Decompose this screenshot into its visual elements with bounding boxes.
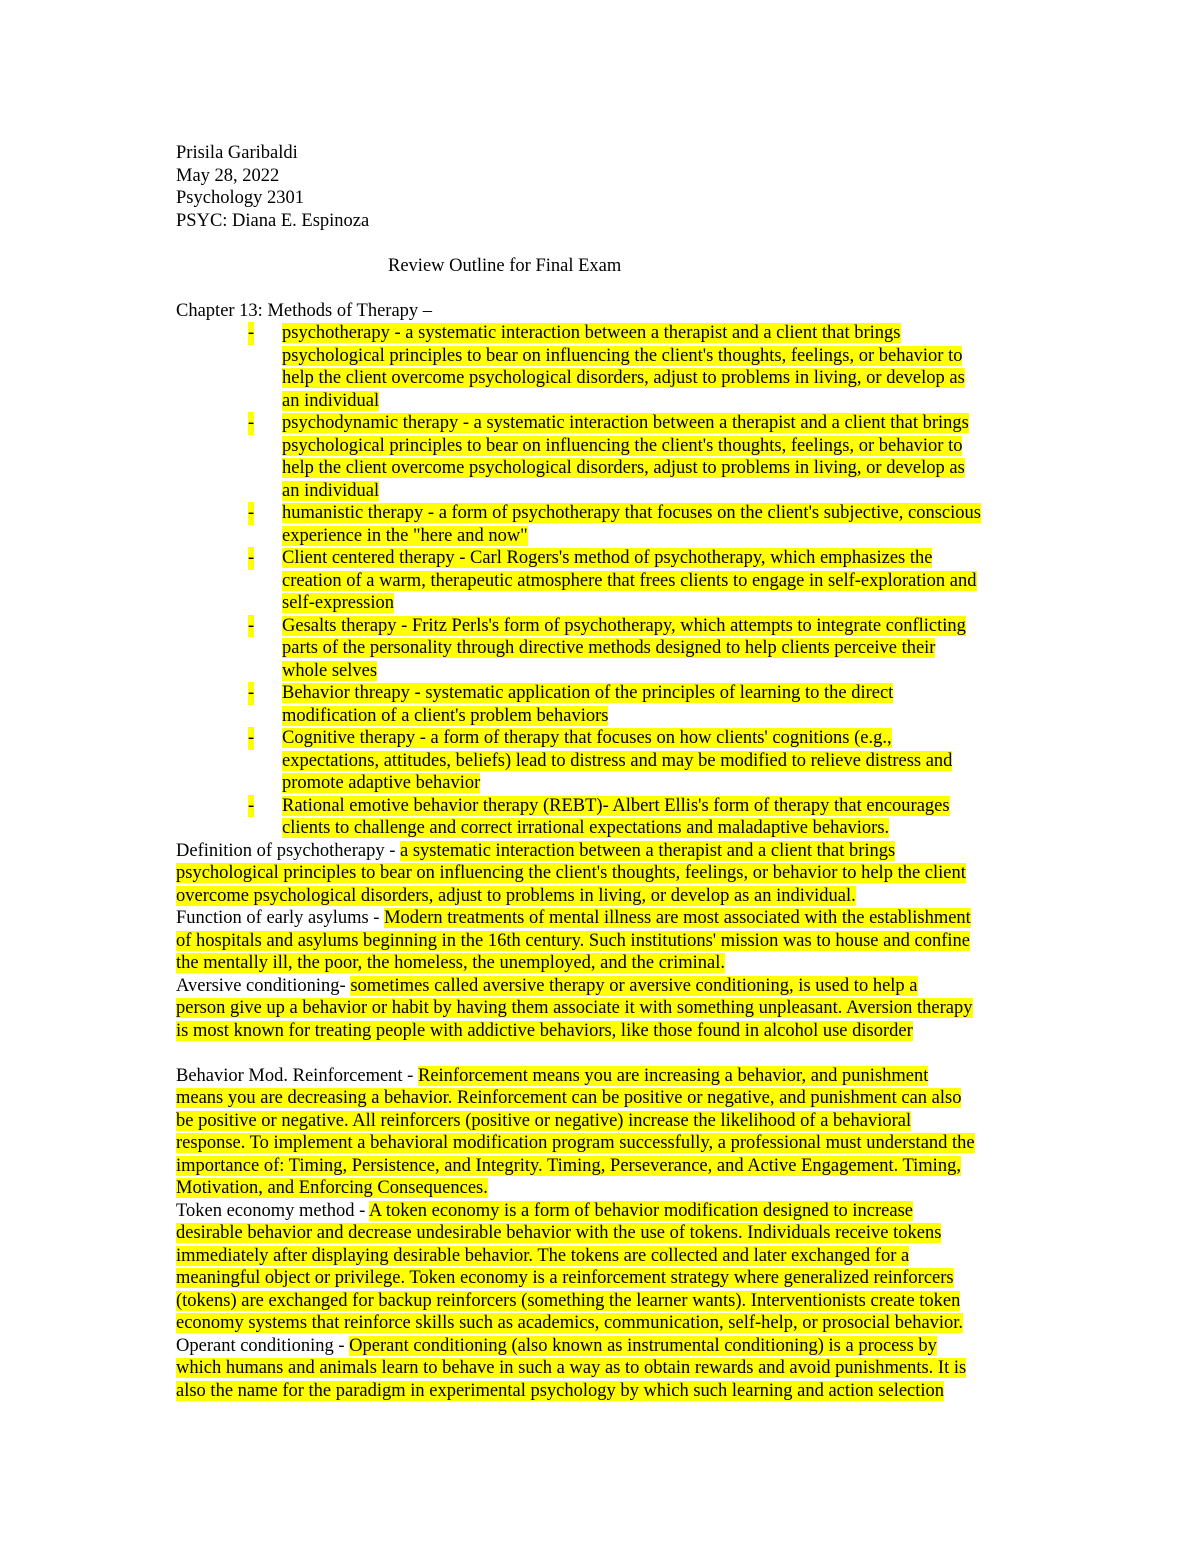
definition-line — [176, 1290, 1026, 1313]
highlighted-text: person give up a behavior or habit by having them associate it with something unpleasant. Aversion therapy — [176, 998, 973, 1018]
definitions-section — [176, 840, 1026, 1043]
highlighted-text: Gesalts therapy - Fritz Perls's form of psychotherapy, which attempts to integrate conflicting — [282, 615, 966, 636]
definition-line — [176, 930, 1026, 953]
definition-line — [176, 1357, 1026, 1380]
list-item-line — [282, 570, 1026, 593]
highlighted-text: help the client overcome psychological disorders, adjust to problems in living, or develop as — [282, 458, 965, 478]
highlighted-text: psychodynamic therapy - a systematic interaction between a therapist and a client that brings — [282, 413, 969, 433]
highlighted-text: immediately after displaying desirable behavior. The tokens are collected and later exchanged for a — [176, 1245, 910, 1266]
highlighted-text: Reinforcement means you are increasing a behavior, and punishment — [417, 1065, 929, 1086]
highlighted-text: sometimes called aversive therapy or aversive conditioning, is used to help a — [350, 975, 918, 996]
highlighted-text: is most known for treating people with addictive behaviors, like those found in alcohol use disorder — [176, 1020, 913, 1041]
definition-term: Aversive conditioning- — [176, 975, 351, 996]
highlighted-text: importance of: Timing, Persistence, and Integrity. Timing, Perseverance, and Active Engagement. Timing, — [176, 1155, 961, 1176]
highlighted-text: modification of a client's problem behaviors — [282, 705, 609, 726]
definition-line — [176, 1020, 1026, 1043]
highlighted-text: creation of a warm, therapeutic atmosphere that frees clients to engage in self-exploration and — [282, 570, 977, 591]
list-item-line — [282, 637, 1026, 660]
highlighted-text: economy systems that reinforce skills such as academics, communication, self-help, or prosocial behavior. — [176, 1313, 964, 1333]
highlighted-text: Cognitive therapy - a form of therapy that focuses on how clients' cognitions (e.g., — [282, 728, 892, 748]
highlighted-text: psychological principles to bear on influencing the client's thoughts, feelings, or behavior to — [282, 435, 963, 456]
definition-term: Function of early asylums - — [176, 908, 385, 928]
highlighted-text: Motivation, and Enforcing Consequences. — [176, 1178, 488, 1198]
highlighted-text: be positive or negative. All reinforcers (positive or negative) increase the likelihood of a behavioral — [176, 1110, 912, 1131]
definition-line — [176, 840, 1026, 863]
list-item-line — [282, 390, 1026, 413]
bullet-dash: - — [248, 728, 255, 748]
highlighted-text: desirable behavior and decrease undesirable behavior with the use of tokens. Individuals receive tokens — [176, 1223, 942, 1243]
bullet-dash: - — [248, 503, 255, 523]
bullet-dash: - — [248, 548, 255, 568]
definition-line — [176, 1155, 1026, 1178]
definition-line — [176, 907, 1026, 930]
highlighted-text: Modern treatments of mental illness are most associated with the establishment — [384, 908, 971, 928]
highlighted-text: (tokens) are exchanged for backup reinforcers (something the learner wants). Interventionists create token — [176, 1290, 961, 1311]
definition-line — [176, 862, 1026, 885]
highlighted-text: parts of the personality through directive methods designed to help clients perceive their — [282, 638, 936, 658]
highlighted-text: Behavior threapy - systematic application of the principles of learning to the direct — [282, 683, 894, 703]
list-item — [176, 727, 1026, 795]
list-item-line — [282, 592, 1026, 615]
list-item-line — [282, 502, 1026, 525]
list-item — [176, 412, 1026, 502]
highlighted-text: overcome psychological disorders, adjust to problems in living, or develop as an individual. — [176, 885, 856, 906]
definition-line — [176, 1200, 1026, 1223]
spacer — [176, 277, 1026, 300]
list-item — [176, 547, 1026, 615]
bullet-dash: - — [248, 795, 255, 816]
definition-paragraph — [176, 1335, 1026, 1403]
definition-paragraph — [176, 907, 1026, 975]
list-item-line — [282, 412, 1026, 435]
list-item-line — [282, 480, 1026, 503]
list-item-line — [282, 750, 1026, 773]
definition-term: Behavior Mod. Reinforcement - — [176, 1065, 418, 1086]
highlighted-text: the mentally ill, the poor, the homeless, the unemployed, and the criminal. — [176, 953, 725, 973]
list-item-line — [282, 615, 1026, 638]
bullet-dash: - — [248, 323, 255, 343]
definition-paragraph — [176, 1065, 1026, 1200]
definition-term: Operant conditioning - — [176, 1335, 350, 1356]
list-item-line — [282, 547, 1026, 570]
list-item — [176, 615, 1026, 683]
highlighted-text: means you are decreasing a behavior. Reinforcement can be positive or negative, and punishment can also — [176, 1088, 962, 1108]
list-item-line — [282, 727, 1026, 750]
definition-line — [176, 1177, 1026, 1200]
list-item-line — [282, 660, 1026, 683]
highlighted-text: experience in the "here and now" — [282, 525, 528, 546]
definition-line — [176, 1222, 1026, 1245]
highlighted-text: which humans and animals learn to behave in such a way as to obtain rewards and avoid punishments. It is — [176, 1358, 967, 1378]
definition-paragraph — [176, 840, 1026, 908]
definition-line — [176, 1132, 1026, 1155]
highlighted-text: A token economy is a form of behavior modification designed to increase — [368, 1200, 913, 1221]
definitions-section-2 — [176, 1065, 1026, 1403]
definition-line — [176, 952, 1026, 975]
highlighted-text: psychotherapy - a systematic interaction between a therapist and a client that brings — [282, 323, 901, 343]
definition-line — [176, 997, 1026, 1020]
highlighted-text: meaningful object or privilege. Token economy is a reinforcement strategy where generalized reinforcers — [176, 1268, 954, 1288]
chapter-heading: Chapter 13: Methods of Therapy – — [176, 300, 433, 321]
highlighted-text: a systematic interaction between a therapist and a client that brings — [400, 840, 896, 861]
list-item-line — [282, 457, 1026, 480]
definition-line — [176, 975, 1026, 998]
highlighted-text: response. To implement a behavioral modification program successfully, a professional must understand the — [176, 1133, 975, 1153]
document-body — [176, 142, 1026, 1402]
highlighted-text: an individual — [282, 480, 380, 501]
list-item-line — [282, 795, 1026, 818]
list-item — [176, 795, 1026, 840]
list-item-line — [282, 435, 1026, 458]
highlighted-text: an individual — [282, 390, 380, 411]
highlighted-text: help the client overcome psychological disorders, adjust to problems in living, or develop as — [282, 368, 965, 388]
definition-term: Token economy method - — [176, 1200, 369, 1221]
list-item — [176, 502, 1026, 547]
highlighted-text: self-expression — [282, 593, 394, 613]
highlighted-text: Rational emotive behavior therapy (REBT)- Albert Ellis's form of therapy that encourages — [282, 795, 950, 816]
highlighted-text: humanistic therapy - a form of psychotherapy that focuses on the client's subjective, conscious — [282, 503, 981, 523]
bullet-dash: - — [248, 615, 255, 636]
definition-paragraph — [176, 975, 1026, 1043]
definition-paragraph — [176, 1200, 1026, 1335]
list-item-line — [282, 367, 1026, 390]
definition-line — [176, 1380, 1026, 1403]
author-name: Prisila Garibaldi — [176, 143, 298, 163]
highlighted-text: expectations, attitudes, beliefs) lead to distress and may be modified to relieve distress and — [282, 750, 953, 771]
list-item-line — [282, 817, 1026, 840]
definition-line — [176, 1065, 1026, 1088]
definition-line — [176, 1312, 1026, 1335]
highlighted-text: psychological principles to bear on influencing the client's thoughts, feelings, or behavior to help the client — [176, 863, 966, 883]
therapy-list — [176, 322, 1026, 840]
definition-line — [176, 1245, 1026, 1268]
list-item — [176, 322, 1026, 412]
document-date: May 28, 2022 — [176, 165, 280, 186]
list-item-line — [282, 322, 1026, 345]
list-item-line — [282, 682, 1026, 705]
list-item-line — [282, 705, 1026, 728]
bullet-dash: - — [248, 683, 255, 703]
spacer — [176, 1042, 1026, 1065]
instructor-name: PSYC: Diana E. Espinoza — [176, 210, 370, 231]
definition-line — [176, 1335, 1026, 1358]
list-item-line — [282, 345, 1026, 368]
document-title: Review Outline for Final Exam — [388, 255, 622, 276]
definition-line — [176, 1110, 1026, 1133]
list-item-line — [282, 525, 1026, 548]
highlighted-text: promote adaptive behavior — [282, 773, 481, 793]
highlighted-text: psychological principles to bear on influencing the client's thoughts, feelings, or behavior to — [282, 345, 963, 366]
list-item-line — [282, 772, 1026, 795]
highlighted-text: clients to challenge and correct irrational expectations and maladaptive behaviors. — [282, 818, 890, 838]
definition-line — [176, 885, 1026, 908]
highlighted-text: Client centered therapy - Carl Rogers's method of psychotherapy, which emphasizes the — [282, 548, 933, 568]
bullet-dash: - — [248, 413, 255, 433]
highlighted-text: whole selves — [282, 660, 378, 681]
definition-line — [176, 1087, 1026, 1110]
highlighted-text: also the name for the paradigm in experimental psychology by which such learning and action selection — [176, 1380, 945, 1401]
course-name: Psychology 2301 — [176, 188, 304, 208]
list-item — [176, 682, 1026, 727]
definition-line — [176, 1267, 1026, 1290]
highlighted-text: of hospitals and asylums beginning in the 16th century. Such institutions' mission was to house and confine — [176, 930, 970, 951]
definition-term: Definition of psychotherapy - — [176, 840, 400, 861]
highlighted-text: Operant conditioning (also known as instrumental conditioning) is a process by — [349, 1335, 937, 1356]
